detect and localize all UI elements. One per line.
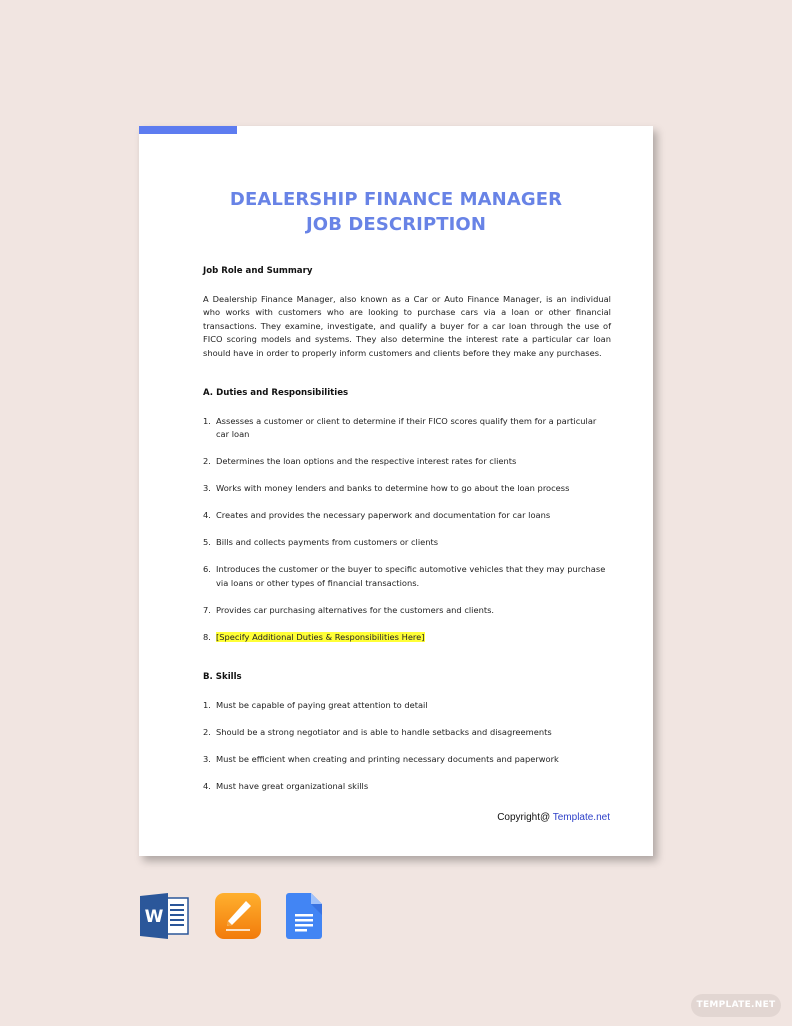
duty-number: 6. (203, 564, 211, 574)
duty-text: Provides car purchasing alternatives for the customers and clients. (216, 604, 495, 615)
duty-item (203, 415, 611, 442)
duty-item (203, 604, 611, 618)
skills-list (203, 699, 611, 794)
duty-text: Assesses a customer or client to determine if their FICO scores qualify them for a particular car loan (216, 415, 597, 439)
duty-text: Determines the loan options and the respective interest rates for clients (216, 456, 517, 466)
duty-number: 7. (203, 604, 211, 615)
duty-text: Bills and collects payments from customers or clients (216, 537, 439, 547)
duties-list (203, 415, 611, 645)
template-net-watermark: TEMPLATE.NET (691, 994, 781, 1017)
duty-number: 5. (203, 537, 211, 547)
copyright-brand-link[interactable]: Template.net (552, 812, 610, 823)
duty-number: 8. (203, 631, 211, 642)
duty-item (203, 482, 611, 496)
duty-number: 1. (203, 415, 211, 426)
duty-number: 4. (203, 510, 211, 520)
role-heading: Job Role and Summary (203, 266, 313, 276)
skill-text: Must be efficient when creating and printing necessary documents and paperwork (216, 753, 559, 764)
skills-heading: B. Skills (203, 672, 242, 682)
skill-number: 3. (203, 753, 211, 764)
document-title (139, 187, 653, 237)
pages-icon[interactable] (215, 893, 261, 939)
duty-item (203, 563, 611, 590)
role-summary: A Dealership Finance Manager, also known as a Car or Auto Finance Manager, is an individual who works with customers who are looking to purchase cars via a loan or other financial transactions. They examine, investigate, and qualify a buyer for a car loan through the use of FICO scoring models and systems. They also determine the interest rate a particular car loan should have in order to properly inform customers and clients before they make any purchases. (203, 293, 611, 358)
copyright-notice (497, 812, 610, 823)
word-icon-letter: W (144, 907, 164, 927)
skill-item (203, 753, 611, 767)
duty-number: 3. (203, 483, 211, 493)
duty-item (203, 509, 611, 523)
title-line-1: DEALERSHIP FINANCE MANAGER (229, 189, 563, 210)
document-page (139, 126, 653, 856)
skill-number: 1. (203, 699, 211, 710)
skill-item (203, 726, 611, 740)
duty-text: Introduces the customer or the buyer to specific automotive vehicles that they may purchase via loans or other types of financial transactions. (216, 564, 606, 588)
skill-item (203, 780, 611, 794)
skill-text: Must have great organizational skills (216, 780, 369, 791)
duty-item (203, 455, 611, 469)
duty-placeholder-highlight: [Specify Additional Duties & Responsibilities Here] (216, 631, 425, 642)
skill-text: Must be capable of paying great attention to detail (216, 699, 428, 710)
skill-number: 2. (203, 726, 211, 737)
title-line-2: JOB DESCRIPTION (306, 214, 486, 235)
google-docs-icon[interactable] (286, 893, 322, 939)
copyright-prefix: Copyright@ (497, 812, 553, 823)
accent-bar (139, 126, 237, 134)
duty-text: Creates and provides the necessary paperwork and documentation for car loans (216, 510, 551, 520)
skill-text: Should be a strong negotiator and is able to handle setbacks and disagreements (216, 726, 552, 737)
duty-item (203, 631, 611, 645)
duty-number: 2. (203, 456, 211, 466)
duty-text: Works with money lenders and banks to determine how to go about the loan process (216, 483, 570, 493)
skill-number: 4. (203, 780, 211, 791)
word-icon[interactable] (140, 893, 190, 939)
duty-item (203, 536, 611, 550)
skill-item (203, 699, 611, 713)
duties-heading: A. Duties and Responsibilities (203, 388, 349, 398)
document-body (203, 265, 611, 793)
